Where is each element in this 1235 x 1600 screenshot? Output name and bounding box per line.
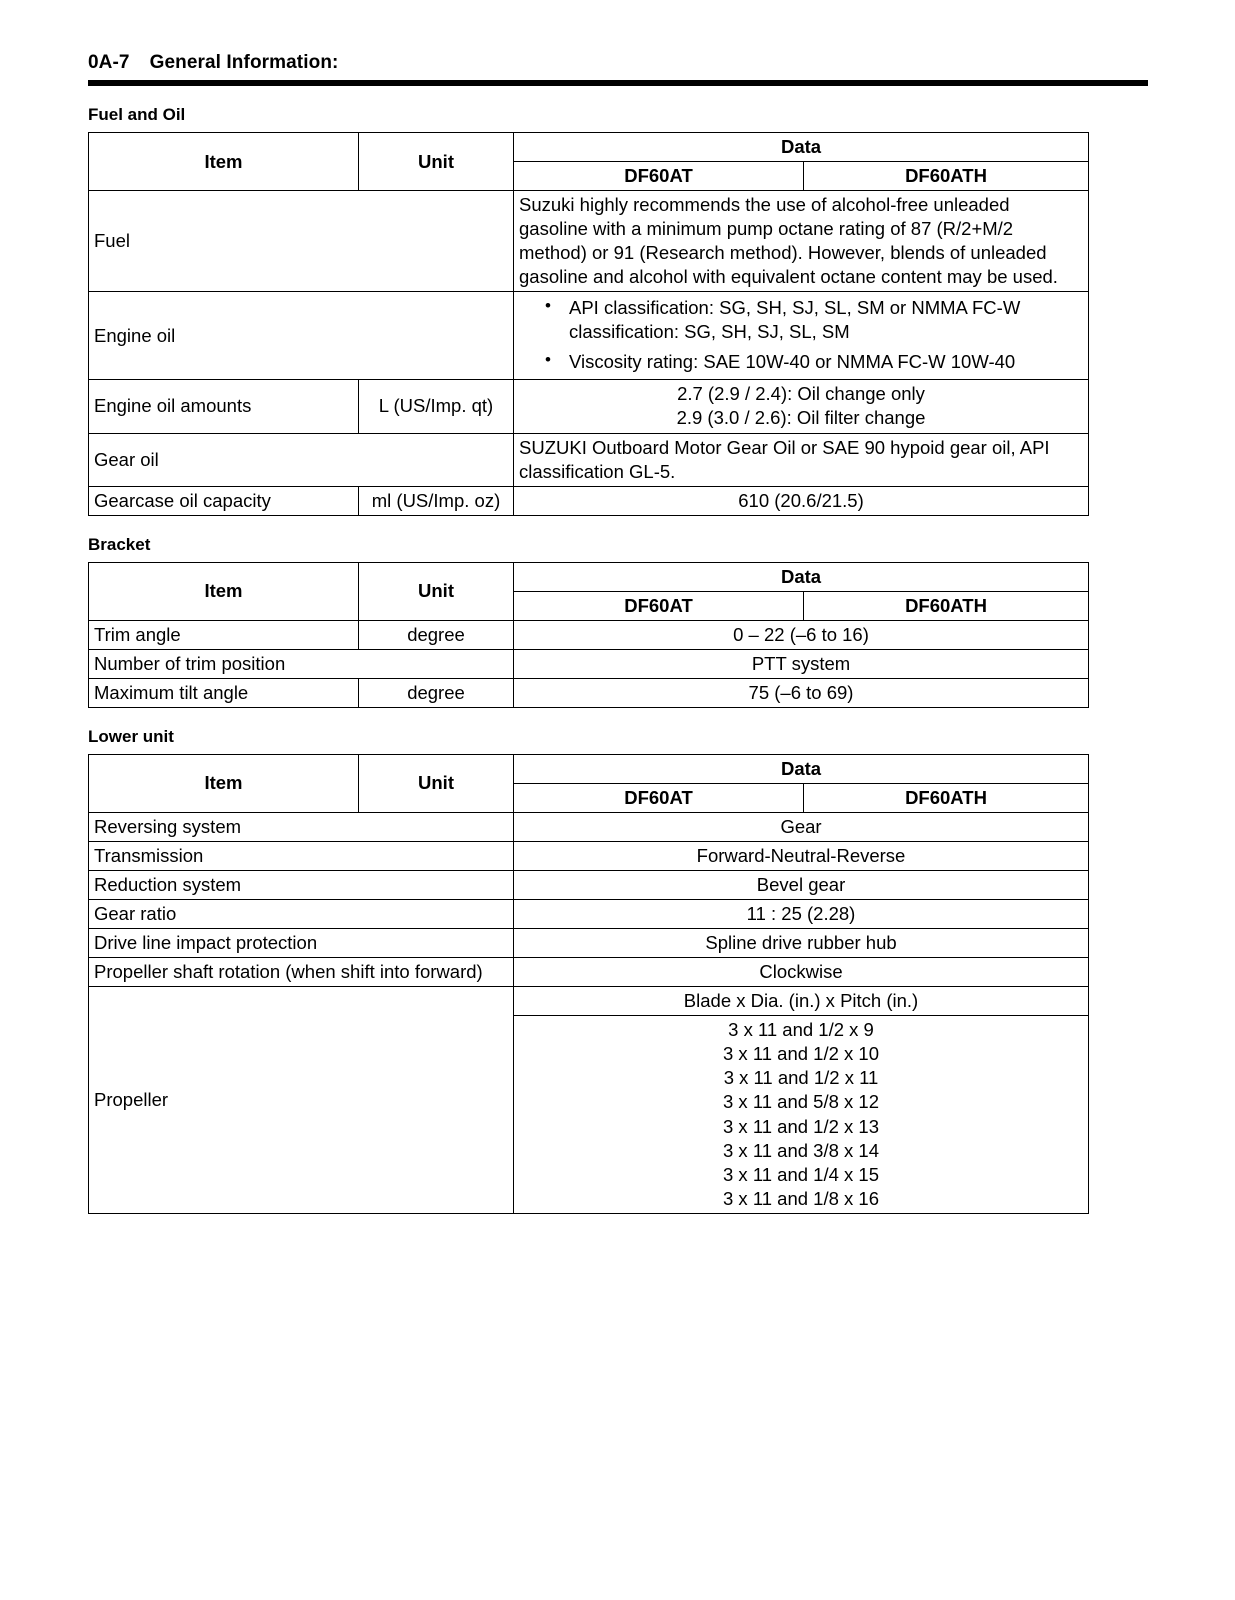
table-row [89,929,1089,958]
row-label-drive-line-impact-protection: Drive line impact protection [89,929,514,958]
row-unit-maximum-tilt-angle: degree [359,678,514,707]
row-unit-trim-angle: degree [359,620,514,649]
engine-oil-bullet-item: • API classification: SG, SH, SJ, SL, SM or NMMA FC-W classification: SG, SH, SJ, SL, SM [545,296,1083,344]
row-value-maximum-tilt-angle: 75 (–6 to 69) [514,678,1089,707]
row-label-trim-angle: Trim angle [89,620,359,649]
column-header-item: Item [89,562,359,620]
table-row [89,871,1089,900]
column-header-df60at: DF60AT [514,591,804,620]
column-header-df60at: DF60AT [514,162,804,191]
row-value-trim-angle: 0 – 22 (–6 to 16) [514,620,1089,649]
table-header-row [89,133,1089,162]
column-header-unit: Unit [359,562,514,620]
propeller-size-item: 3 x 11 and 3/8 x 14 [723,1139,879,1161]
row-label-engine-oil: Engine oil [89,292,514,380]
table-row-engine-oil-amounts [89,380,1089,433]
propeller-size-item: 3 x 11 and 1/2 x 10 [723,1043,879,1065]
row-value-engine-oil [514,292,1089,380]
row-value-transmission: Forward-Neutral-Reverse [514,842,1089,871]
row-value-gear-ratio: 11 : 25 (2.28) [514,900,1089,929]
table-header-row [89,562,1089,591]
table-row-engine-oil [89,292,1089,380]
propeller-size-item: 3 x 11 and 1/4 x 15 [723,1163,879,1185]
document-page [88,0,1148,1214]
table-row [89,678,1089,707]
column-header-df60ath: DF60ATH [804,783,1089,812]
section-title-lower-unit: Lower unit [88,726,174,746]
row-value-gearcase-oil-capacity: 610 (20.6/21.5) [514,486,1089,515]
table-row-fuel [89,191,1089,292]
row-value-gear-oil: SUZUKI Outboard Motor Gear Oil or SAE 90 hypoid gear oil, API classification GL-5. [514,433,1089,486]
row-label-engine-oil-amounts: Engine oil amounts [89,380,359,433]
page-number: 0A-7 [88,52,130,73]
table-bracket [88,562,1089,708]
row-value-reversing-system: Gear [514,812,1089,841]
propeller-size-item: 3 x 11 and 1/2 x 9 [728,1019,874,1041]
propeller-size-item: 3 x 11 and 1/2 x 13 [723,1115,879,1137]
row-label-gear-ratio: Gear ratio [89,900,514,929]
column-header-df60ath: DF60ATH [804,162,1089,191]
propeller-spec-heading: Blade x Dia. (in.) x Pitch (in.) [514,987,1089,1016]
row-value-number-of-trim-position: PTT system [514,649,1089,678]
column-header-unit: Unit [359,133,514,191]
column-header-df60at: DF60AT [514,783,804,812]
table-row [89,900,1089,929]
row-value-propeller-shaft-rotation: Clockwise [514,958,1089,987]
table-header-row [89,754,1089,783]
propeller-size-item: 3 x 11 and 1/8 x 16 [723,1187,879,1209]
row-label-reversing-system: Reversing system [89,812,514,841]
row-label-fuel: Fuel [89,191,514,292]
table-row [89,958,1089,987]
row-label-maximum-tilt-angle: Maximum tilt angle [89,678,359,707]
column-header-item: Item [89,754,359,812]
row-value-drive-line-impact-protection: Spline drive rubber hub [514,929,1089,958]
section-title-bracket: Bracket [88,534,151,554]
row-label-propeller-shaft-rotation: Propeller shaft rotation (when shift into forward) [89,958,514,987]
propeller-size-item: 3 x 11 and 1/2 x 11 [723,1067,879,1089]
row-value-reduction-system: Bevel gear [514,871,1089,900]
engine-oil-bullet-list [519,296,1083,374]
table-row [89,649,1089,678]
column-header-data: Data [514,562,1089,591]
section-title-fuel-and-oil: Fuel and Oil [88,105,186,124]
column-header-item: Item [89,133,359,191]
row-value-fuel: Suzuki highly recommends the use of alcohol-free unleaded gasoline with a minimum pump octane rating of 87 (R/2+M/2 method) or 91 (Research method). However, blends of unleaded gasoline and alcohol with equivalent octane content may be used. [514,191,1089,292]
table-row-gear-oil [89,433,1089,486]
column-header-data: Data [514,754,1089,783]
table-row-propeller-heading [89,987,1089,1016]
row-label-gear-oil: Gear oil [89,433,514,486]
table-fuel-and-oil [88,132,1089,516]
propeller-size-item: 3 x 11 and 5/8 x 12 [723,1091,879,1113]
page-header [88,0,1148,74]
table-row [89,620,1089,649]
column-header-df60ath: DF60ATH [804,591,1089,620]
header-rule [88,80,1148,86]
row-label-reduction-system: Reduction system [89,871,514,900]
row-label-transmission: Transmission [89,842,514,871]
row-unit-gearcase-oil-capacity: ml (US/Imp. oz) [359,486,514,515]
row-value-engine-oil-amounts [514,380,1089,433]
page-title: General Information: [149,52,339,73]
table-row-gearcase-oil-capacity [89,486,1089,515]
table-lower-unit [88,754,1089,1214]
row-label-gearcase-oil-capacity: Gearcase oil capacity [89,486,359,515]
column-header-unit: Unit [359,754,514,812]
engine-oil-amount-line: 2.7 (2.9 / 2.4): Oil change only [677,383,925,405]
column-header-data: Data [514,133,1089,162]
propeller-size-list [514,1016,1089,1213]
row-label-number-of-trim-position: Number of trim position [89,649,514,678]
engine-oil-amount-line: 2.9 (3.0 / 2.6): Oil filter change [676,407,926,429]
row-unit-engine-oil-amounts: L (US/Imp. qt) [359,380,514,433]
row-label-propeller: Propeller [89,987,514,1213]
table-row [89,812,1089,841]
table-row [89,842,1089,871]
engine-oil-bullet-item: • Viscosity rating: SAE 10W-40 or NMMA FC-W 10W-40 [545,350,1083,374]
